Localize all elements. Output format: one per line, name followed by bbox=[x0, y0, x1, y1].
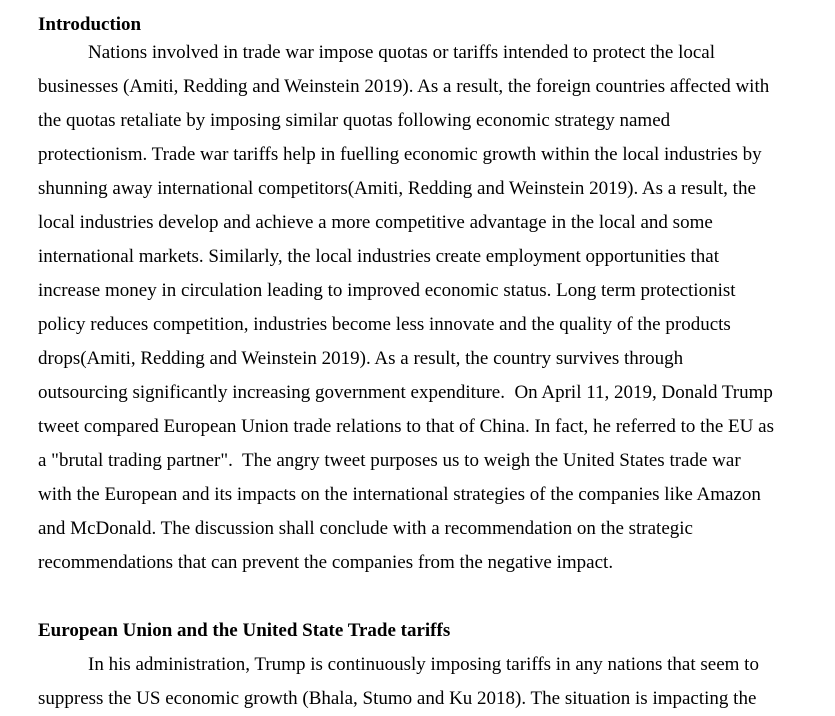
paragraph-line: suppress the US economic growth (Bhala, Stumo and Ku 2018). The situation is impacting the bbox=[38, 688, 757, 709]
paragraph-line: international markets. Similarly, the local industries create employment opportunities that bbox=[38, 246, 720, 267]
paragraph-line: recommendations that can prevent the companies from the negative impact. bbox=[38, 552, 614, 573]
paragraph-line: In his administration, Trump is continuously imposing tariffs in any nations that seem to bbox=[88, 654, 759, 675]
paragraph-line: outsourcing significantly increasing government expenditure. On April 11, 2019, Donald Trump bbox=[38, 382, 773, 403]
paragraph-line: a "brutal trading partner". The angry tweet purposes us to weigh the United States trade war bbox=[38, 450, 741, 471]
paragraph-line: with the European and its impacts on the international strategies of the companies like Amazon bbox=[38, 484, 761, 505]
paragraph-line: the quotas retaliate by imposing similar quotas following economic strategy named bbox=[38, 110, 671, 131]
paragraph-line: and McDonald. The discussion shall conclude with a recommendation on the strategic bbox=[38, 518, 693, 539]
paragraph-line: protectionism. Trade war tariffs help in fuelling economic growth within the local industries by bbox=[38, 144, 762, 165]
paragraph-line: shunning away international competitors(Amiti, Redding and Weinstein 2019). As a result, the bbox=[38, 178, 756, 199]
paragraph-line: increase money in circulation leading to improved economic status. Long term protectionist bbox=[38, 280, 736, 301]
section-heading-introduction: Introduction bbox=[38, 14, 142, 35]
paragraph-line: policy reduces competition, industries become less innovate and the quality of the products bbox=[38, 314, 731, 335]
paragraph-line: tweet compared European Union trade relations to that of China. In fact, he referred to the EU as bbox=[38, 416, 774, 437]
paragraph-line: drops(Amiti, Redding and Weinstein 2019). As a result, the country survives through bbox=[38, 348, 684, 369]
paragraph-line: local industries develop and achieve a more competitive advantage in the local and some bbox=[38, 212, 713, 233]
paragraph-line: businesses (Amiti, Redding and Weinstein 2019). As a result, the foreign countries affected with bbox=[38, 76, 770, 97]
section-heading-eu-us-trade-tariffs: European Union and the United State Trade tariffs bbox=[38, 620, 451, 641]
paragraph-line: Nations involved in trade war impose quotas or tariffs intended to protect the local bbox=[88, 42, 716, 63]
